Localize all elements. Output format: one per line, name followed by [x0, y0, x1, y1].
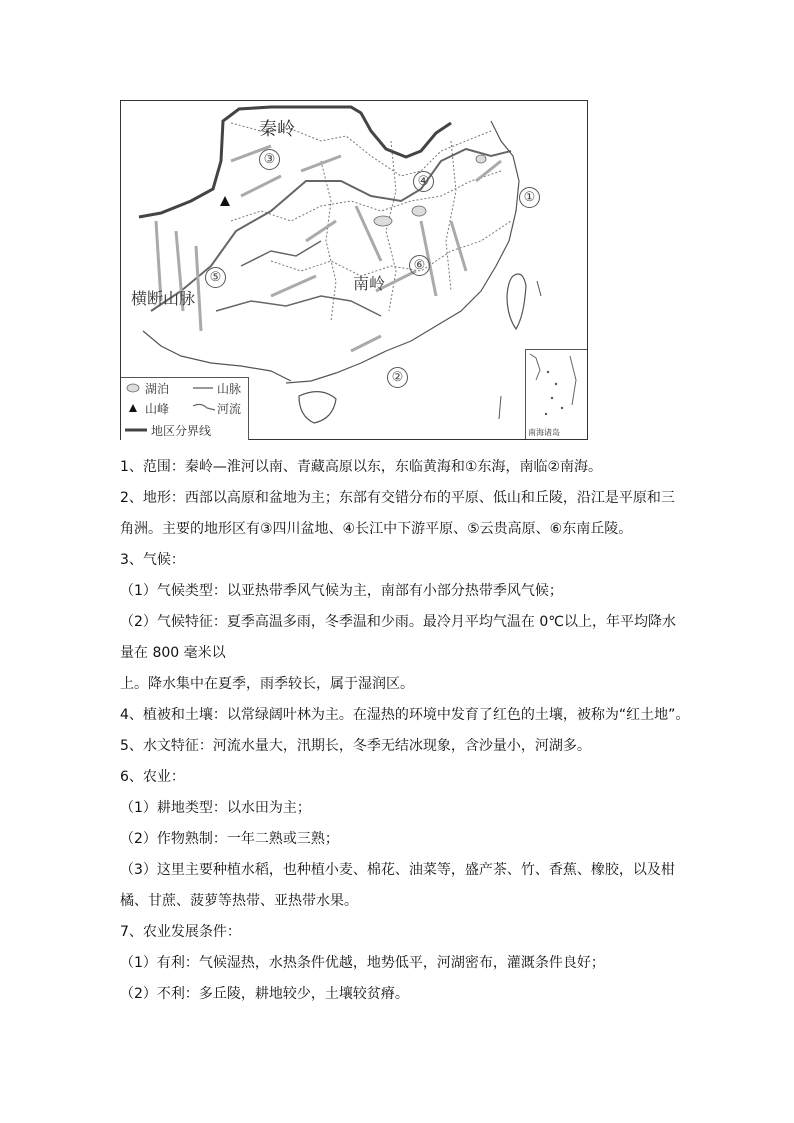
inset-island	[555, 383, 557, 385]
river-line	[151, 149, 511, 311]
inset-island	[561, 407, 563, 409]
river-line	[216, 296, 381, 316]
province-line	[271, 221, 511, 276]
mountain-range	[351, 336, 381, 351]
label-hengduan: 横断山脉	[131, 289, 196, 308]
note-disadvantages: （2）不利：多丘陵，耕地较少，土壤较贫瘠。	[120, 986, 409, 1002]
note-climate-features-line2: 量在 800 毫米以	[120, 645, 226, 661]
inset-island	[547, 371, 549, 373]
south-china-sea-inset	[525, 349, 587, 439]
lake	[374, 216, 392, 226]
map-legend	[121, 377, 249, 440]
label-nanling: 南岭	[353, 274, 386, 293]
mountain-range	[271, 276, 316, 296]
lake	[476, 155, 486, 163]
notes-section	[120, 452, 690, 1010]
note-climate-heading: 3、气候：	[120, 552, 185, 568]
mountain-range	[241, 176, 281, 196]
note-crops-line1: （3）这里主要种植水稻，也种植小麦、棉花、油菜等，盛产茶、竹、香蕉、橡胶，以及柑	[120, 862, 675, 878]
note-range: 1、范围：秦岭—淮河以南、青藏高原以东，东临黄海和①东海，南临②南海。	[120, 459, 603, 475]
marker-4: ④	[413, 171, 434, 192]
inset-label: 南海诸岛	[528, 428, 560, 437]
island-mark	[499, 396, 501, 419]
inset-coast	[530, 354, 540, 380]
note-hydrology: 5、水文特征：河流水量大，汛期长，冬季无结冰现象，含沙量小，河湖多。	[120, 738, 591, 754]
mountain-range	[451, 221, 466, 271]
mountain-range	[196, 246, 201, 331]
island-mark	[537, 281, 541, 296]
note-agriculture-heading: 6、农业：	[120, 769, 185, 785]
legend-mountain-range: 山脉	[217, 382, 242, 396]
boundary-line	[139, 107, 451, 217]
note-vegetation-soil: 4、植被和土壤：以常绿阔叶林为主。在湿热的环境中发育了红色的土壤，被称为“红土地”。	[120, 707, 690, 723]
lake-symbol	[127, 384, 139, 392]
legend-river: 河流	[217, 402, 242, 416]
province-line	[446, 141, 456, 291]
marker-3: ③	[259, 149, 280, 170]
hainan-island	[299, 392, 336, 423]
note-advantages: （1）有利：气候湿热，水热条件优越，地势低平，河湖密布，灌溉条件良好；	[120, 955, 605, 971]
river-line	[241, 241, 321, 266]
mountain-range	[301, 156, 341, 171]
legend-lake: 湖泊	[145, 382, 170, 396]
note-terrain-line2: 角洲。主要的地形区有③四川盆地、④长江中下游平原、⑤云贵高原、⑥东南丘陵。	[120, 521, 633, 537]
mountain-range	[356, 206, 381, 261]
label-qinling: 秦岭	[259, 119, 295, 140]
note-terrain-line1: 2、地形：西部以高原和盆地为主；东部有交错分布的平原、低山和丘陵，沿江是平原和三	[120, 490, 675, 506]
mountain-range	[476, 161, 501, 181]
note-crop-system: （2）作物熟制：一年二熟或三熟；	[120, 831, 339, 847]
marker-5: ⑤	[205, 267, 226, 288]
marker-6: ⑥	[409, 255, 430, 276]
peak-marker	[220, 196, 230, 206]
inset-coast	[570, 356, 576, 405]
legend-peak: 山峰	[145, 402, 170, 416]
marker-1: ①	[519, 187, 540, 208]
inset-island	[545, 413, 547, 415]
peak-symbol	[129, 404, 137, 412]
legend-boundary: 地区分界线	[151, 424, 212, 438]
note-crops-line2: 橘、甘蔗、菠萝等热带、亚热带水果。	[120, 893, 358, 909]
border-line	[143, 331, 291, 381]
note-climate-features-line1: （2）气候特征：夏季高温多雨，冬季温和少雨。最冷月平均气温在 0℃以上，年平均降水	[120, 614, 676, 630]
province-line	[231, 171, 501, 221]
lake	[412, 206, 426, 216]
note-climate-type: （1）气候类型：以亚热带季风气候为主，南部有小部分热带季风气候；	[120, 583, 563, 599]
note-conditions-heading: 7、农业发展条件：	[120, 924, 241, 940]
note-farmland-type: （1）耕地类型：以水田为主；	[120, 800, 311, 816]
taiwan-island	[507, 274, 526, 329]
marker-2: ②	[387, 367, 408, 388]
inset-island	[551, 397, 553, 399]
note-climate-features-line3: 上。降水集中在夏季，雨季较长，属于湿润区。	[120, 676, 414, 692]
southern-region-map	[120, 100, 588, 440]
mountain-range	[306, 221, 336, 241]
river-symbol	[193, 404, 215, 410]
